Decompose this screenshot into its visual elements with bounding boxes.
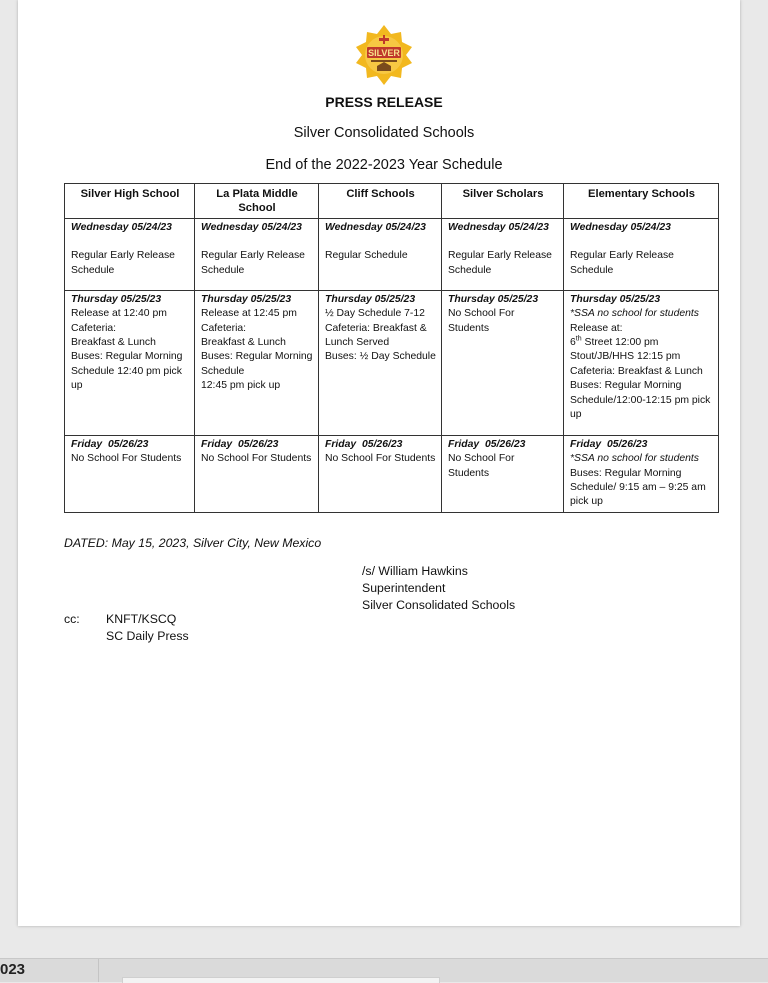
col-header: Silver Scholars (442, 184, 564, 219)
day-label: Thursday 05/25/23 (325, 293, 416, 305)
table-cell (65, 435, 195, 512)
day-label: Wednesday 05/24/23 (448, 221, 549, 233)
cell-text: Regular Early Release Schedule (570, 250, 677, 276)
cell-text: Regular Early Release Schedule (448, 250, 555, 276)
day-label: Wednesday 05/24/23 (325, 221, 426, 233)
cell-text: Regular Early Release Schedule (201, 250, 308, 276)
day-label: Wednesday 05/24/23 (71, 221, 172, 233)
day-label: Friday 05/26/23 (448, 438, 526, 450)
press-release-title: PRESS RELEASE (325, 94, 443, 110)
cc-recipient: KNFT/KSCQ (106, 612, 177, 626)
day-label: Thursday 05/25/23 (201, 293, 292, 305)
col-header: La Plata Middle School (195, 184, 319, 219)
table-cell (442, 218, 564, 290)
cell-text: No School For Students (71, 453, 182, 465)
table-row-friday (65, 435, 719, 512)
cell-text: Stout/JB/HHS 12:15 pm Cafeteria: Breakfast & Lunch Buses: Regular Morning Schedule/12:00-12:15 pm pick up (570, 351, 711, 421)
table-cell (442, 435, 564, 512)
table-cell (319, 290, 442, 435)
table-cell (319, 435, 442, 512)
cell-text: ½ Day Schedule 7-12 Cafeteria: Breakfast & Lunch Served Buses: ½ Day Schedule (325, 308, 436, 363)
col-header: Cliff Schools (319, 184, 442, 219)
cell-text: No School For Students (448, 453, 518, 479)
table-cell (195, 435, 319, 512)
logo-text: SILVER (368, 48, 400, 58)
ssa-note: *SSA no school for students (570, 308, 699, 320)
day-label: Wednesday 05/24/23 (570, 221, 671, 233)
cc-label: cc: (64, 612, 80, 626)
toolbar-divider (98, 959, 99, 982)
day-label: Wednesday 05/24/23 (201, 221, 302, 233)
signer-organization: Silver Consolidated Schools (362, 598, 516, 612)
table-row-wednesday (65, 218, 719, 290)
col-header: Silver High School (65, 184, 195, 219)
cell-text: Release at 12:45 pm Cafeteria: Breakfast & Lunch Buses: Regular Morning Schedule 12:45 pm pick up (201, 308, 313, 392)
day-label: Thursday 05/25/23 (448, 293, 539, 305)
signature-block (362, 563, 515, 614)
day-label: Friday 05/26/23 (570, 438, 648, 450)
cell-text: No School For Students (201, 453, 312, 465)
dated-line: DATED: May 15, 2023, Silver City, New Mexico (64, 536, 322, 550)
signature: /s/ William Hawkins (362, 564, 468, 578)
cell-text: Regular Early Release Schedule (71, 250, 178, 276)
toolbar-field[interactable] (122, 977, 440, 983)
silver-schools-logo (353, 24, 415, 86)
sixth-street-line: 6th Street 12:00 pm (570, 335, 659, 349)
day-label: Thursday 05/25/23 (570, 293, 661, 305)
day-label: Thursday 05/25/23 (71, 293, 162, 305)
day-label: Friday 05/26/23 (325, 438, 403, 450)
cell-text: Release at 12:40 pm Cafeteria: Breakfast & Lunch Buses: Regular Morning Schedule 12:40 pm pick up (71, 308, 183, 392)
table-cell (564, 218, 719, 290)
table-cell (65, 290, 195, 435)
table-cell (195, 290, 319, 435)
table-cell (195, 218, 319, 290)
day-label: Friday 05/26/23 (71, 438, 149, 450)
day-label: Friday 05/26/23 (201, 438, 279, 450)
ssa-note: *SSA no school for students (570, 453, 699, 465)
table-cell (564, 435, 719, 512)
table-cell (564, 290, 719, 435)
table-row-thursday (65, 290, 719, 435)
year-fragment: 023 (0, 961, 26, 978)
cell-text: Buses: Regular Morning Schedule/ 9:15 am – 9:25 am pick up (570, 467, 709, 508)
table-cell (65, 218, 195, 290)
organization-name: Silver Consolidated Schools (293, 125, 475, 141)
schedule-subtitle: End of the 2022-2023 Year Schedule (265, 157, 503, 173)
bottom-toolbar (0, 958, 768, 982)
cc-recipient: SC Daily Press (106, 629, 189, 643)
col-header: Elementary Schools (564, 184, 719, 219)
release-label: Release at: (570, 322, 623, 334)
table-cell (442, 290, 564, 435)
signer-title: Superintendent (362, 581, 446, 595)
table-cell (319, 218, 442, 290)
cell-text: No School For Students (325, 453, 436, 465)
cell-text: Regular Schedule (325, 250, 408, 262)
table-header-row (65, 184, 719, 219)
cell-text: No School For Students (448, 308, 518, 334)
schedule-table (64, 183, 719, 513)
